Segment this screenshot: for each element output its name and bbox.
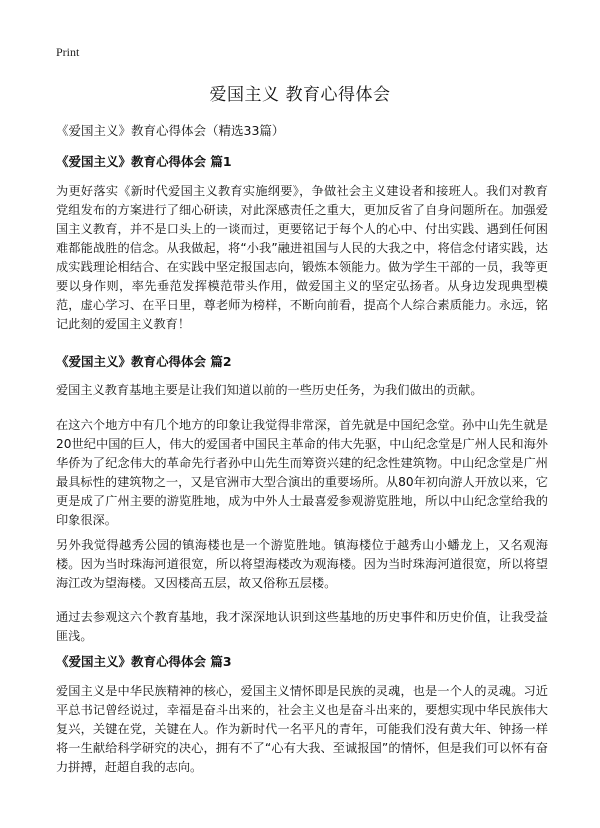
section-heading-1: 《爱国主义》教育心得体会 篇1 [56,154,232,169]
section-2-paragraph-1: 爱国主义教育基地主要是让我们知道以前的一些历史任务，为我们做出的贡献。 [56,383,483,397]
print-link[interactable]: Print [56,45,80,59]
page-title: 爱国主义 教育心得体会 [209,85,391,105]
section-heading-2: 《爱国主义》教育心得体会 篇2 [56,354,232,369]
section-2-paragraph-4: 通过去参观这六个教育基地，我才深深地认识到这些基地的历史事件和历史价值，让我受益匪浅。 [56,610,548,643]
section-3-paragraph-1: 爱国主义是中华民族精神的核心，爱国主义情怀即是民族的灵魂，也是一个人的灵魂。习近平总书记曾经说过，幸福是奋斗出来的，社会主义也是奋斗出来的，要想实现中华民族伟大复兴，关键在党，关键在人。作为新时代一名平凡的青年，可能我们没有黄大年、钟扬一样将一生献给科学研究的决心，拥有不了“心有大我、至诚报国”的情怀，但是我们可以怀有奋力拼搏，赶超自我的志向。 [56,684,548,774]
section-2-paragraph-3: 另外我觉得越秀公园的镇海楼也是一个游览胜地。镇海楼位于越秀山小蟠龙上，又名观海楼。因为当时珠海河道很宽，所以将望海楼改为观海楼。因为当时珠海河道很宽，所以将望海江改为望海楼。又因楼高五层，故又俗称五层楼。 [56,538,548,590]
section-1-paragraph-1: 为更好落实《新时代爱国主义教育实施纲要》，争做社会主义建设者和接班人。我们对教育党组发布的方案进行了细心研读，对此深感责任之重大，更加反省了自身问题所在。加强爱国主义教育，并不是口头上的一谈而过，更要铭记于每个人的心中、付出实践、遇到任何困难都能战胜的信念。从我做起，将“小我”融进祖国与人民的大我之中，将信念付诸实践，达成实践理论相结合、在实践中坚定报国志向，锻炼本领能力。做为学生干部的一员，我等更要以身作则，率先垂范发挥模范带头作用，做爱国主义的坚定弘扬者。从身边发现典型模范，虚心学习、在平日里，尊老师为榜样，不断向前看，提高个人综合素质能力。永远，铭记此刻的爱国主义教育！ [56,184,548,331]
section-2-paragraph-2: 在这六个地方中有几个地方的印象让我觉得非常深，首先就是中国纪念堂。孙中山先生就是20世纪中国的巨人，伟大的爱国者中国民主革命的伟大先驱，中山纪念堂是广州人民和海外华侨为了纪念伟大的革命先行者孙中山先生而筹资兴建的纪念性建筑物。中山纪念堂是广州最具标性的建筑物之一，又是官洲市大型合演出的重要场所。从80年初向游人开放以来，它更是成了广州主要的游览胜地，成为中外人士最喜爱参观游览胜地，所以中山纪念堂给我的印象很深。 [56,418,548,527]
page-subtitle: 《爱国主义》教育心得体会（精选33篇） [56,123,285,138]
section-heading-3: 《爱国主义》教育心得体会 篇3 [56,654,232,669]
